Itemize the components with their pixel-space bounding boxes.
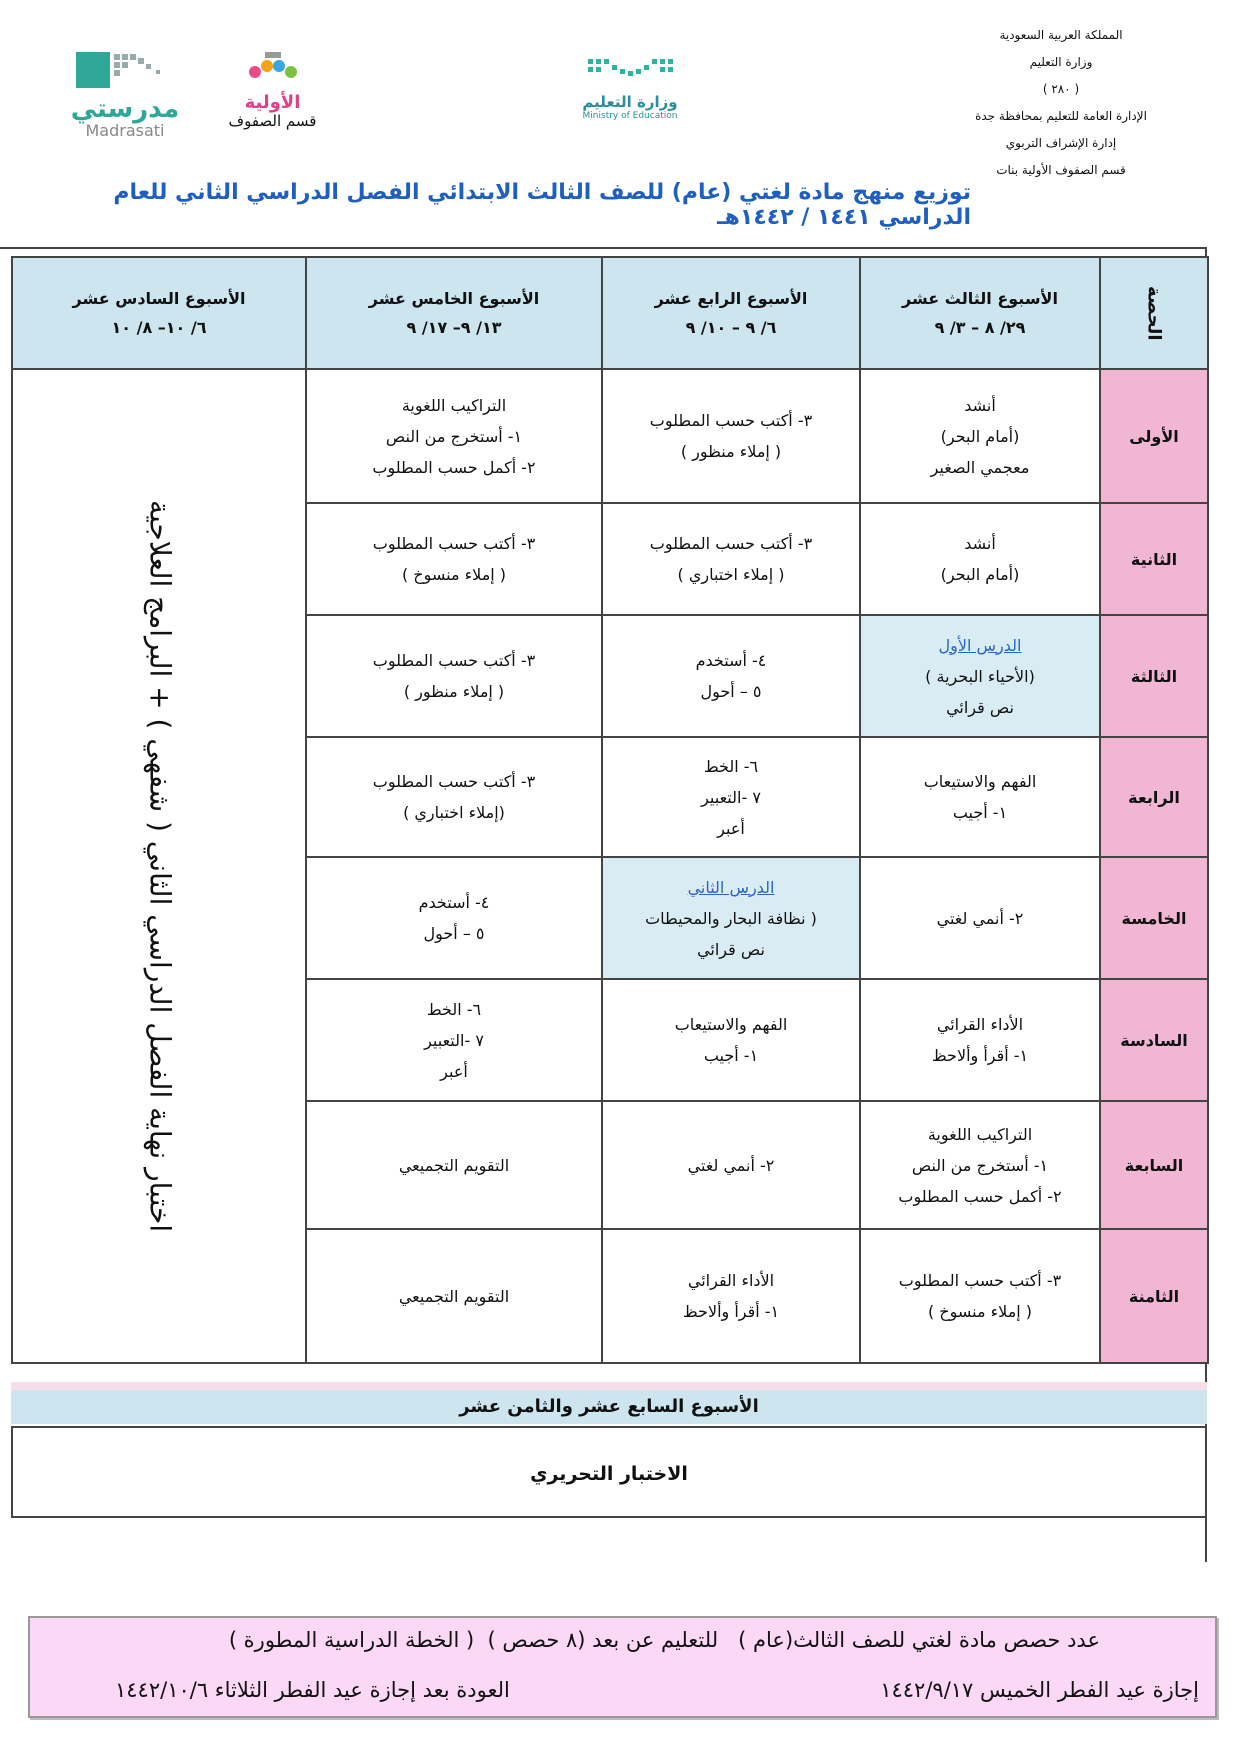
ministry-line: قسم الصفوف الأولية بنات — [996, 163, 1126, 177]
week-cell-w13 — [860, 369, 1100, 503]
week-cell-w13 — [860, 615, 1100, 737]
ministry-logo-ar: وزارة التعليم — [582, 93, 678, 111]
week-16-exam-cell — [12, 369, 306, 1363]
lesson-title: الدرس الثاني — [687, 877, 775, 897]
madrasati-ar: مدرستي — [70, 94, 180, 124]
week-cell-w14 — [602, 979, 860, 1101]
week-cell-w14 — [602, 1101, 860, 1229]
cell-text: ٣- أكتب حسب المطلوب — [372, 772, 536, 791]
cell-text: ( إملاء اختباري ) — [677, 565, 785, 584]
week-14-header: الأسبوع الرابع عشر ٦/ ٩ – ١٠/ ٩ — [602, 257, 860, 369]
week-cell-w13 — [860, 737, 1100, 857]
primary-logo-text: الأولية — [244, 92, 301, 113]
cell-text: نص قرائي — [946, 697, 1014, 717]
period-cell: السابعة — [1100, 1101, 1208, 1229]
cell-text: (الأحياء البحرية ) — [925, 666, 1035, 686]
period-cell: الثالثة — [1100, 615, 1208, 737]
cell-text: ( إملاء منسوخ ) — [401, 565, 507, 584]
lesson-title: الدرس الأول — [938, 635, 1022, 655]
written-exam-box — [11, 1426, 1207, 1518]
week-cell-w13 — [860, 1229, 1100, 1363]
cell-text: ٤- أستخدم — [695, 651, 767, 670]
cell-text: ٤- أستخدم — [418, 893, 490, 912]
ministry-line: إدارة الإشراف التربوي — [1005, 136, 1117, 150]
cell-text: ١- أجيب — [703, 1046, 759, 1065]
cell-text: ٢- أنمي لغتي — [687, 1155, 775, 1175]
week-cell-w13 — [860, 857, 1100, 979]
cell-text: أنشد — [964, 534, 996, 553]
cell-text: الأداء القرائي — [687, 1271, 775, 1290]
cell-text: ٥ – أحول — [423, 924, 485, 943]
week-cell-w15 — [306, 979, 602, 1101]
cell-text: ٥ – أحول — [700, 682, 762, 701]
cell-text: ٣- أكتب حسب المطلوب — [649, 411, 813, 430]
ministry-line: الإدارة العامة للتعليم بمحافظة جدة — [975, 109, 1147, 123]
week-cell-w15 — [306, 503, 602, 615]
cell-text: ( إملاء منسوخ ) — [927, 1302, 1033, 1321]
ministry-logo-en: Ministry of Education — [582, 111, 678, 121]
cell-text: ٧ -التعبير — [424, 1030, 484, 1050]
footer-return: العودة بعد إجازة عيد الفطر الثلاثاء ١٤٤٢/١٠/٦ — [115, 1678, 510, 1702]
period-header: الحصة — [1100, 257, 1208, 369]
cell-text: ٣- أكتب حسب المطلوب — [898, 1271, 1062, 1290]
footer-info-box — [28, 1616, 1217, 1718]
table-row — [12, 369, 1208, 503]
cell-text: أعبر — [717, 818, 745, 838]
week-cell-w14 — [602, 737, 860, 857]
cell-text: الأداء القرائي — [936, 1015, 1024, 1034]
cell-text: (أمام البحر) — [940, 426, 1020, 446]
cell-text: أعبر — [440, 1061, 468, 1081]
week-cell-w15 — [306, 369, 602, 503]
madrasati-en: Madrasati — [85, 121, 165, 140]
period-cell: الخامسة — [1100, 857, 1208, 979]
ministry-info — [941, 22, 1181, 184]
cell-text: ١- أستخرج من النص — [911, 1155, 1049, 1175]
cell-text: الفهم والاستيعاب — [923, 772, 1037, 791]
period-cell: الرابعة — [1100, 737, 1208, 857]
ministry-line: المملكة العربية السعودية — [999, 28, 1123, 42]
cell-text: التقويم التجميعي — [398, 1286, 510, 1306]
written-exam-label: الاختبار التحريري — [530, 1463, 688, 1485]
cell-text: ( إملاء منظور ) — [680, 442, 782, 461]
cell-text: التقويم التجميعي — [398, 1155, 510, 1175]
primary-logo-sub: قسم الصفوف — [228, 112, 317, 130]
ministry-logo — [555, 55, 705, 121]
period-cell: الثانية — [1100, 503, 1208, 615]
week-cell-w14 — [602, 857, 860, 979]
cell-text: الفهم والاستيعاب — [674, 1015, 788, 1034]
ministry-line: وزارة التعليم — [1029, 55, 1093, 69]
week-16-header: الأسبوع السادس عشر ٦/ ١٠– ٨/ ١٠ — [12, 257, 306, 369]
cell-text: ٢- أنمي لغتي — [936, 908, 1024, 928]
cell-text: ٧ -التعبير — [701, 787, 761, 807]
cell-text: (أمام البحر) — [940, 565, 1020, 584]
cell-text: ١- أقرأ وألاحظ — [682, 1302, 780, 1321]
period-cell: السادسة — [1100, 979, 1208, 1101]
cell-text: أنشد — [964, 395, 996, 415]
cell-text: نص قرائي — [697, 939, 765, 959]
week-cell-w15 — [306, 615, 602, 737]
week-cell-w15 — [306, 857, 602, 979]
cell-text: ٢- أكمل حسب المطلوب — [898, 1186, 1062, 1206]
week-cell-w14 — [602, 503, 860, 615]
week-cell-w15 — [306, 1229, 602, 1363]
primary-grades-logo — [215, 50, 330, 130]
week-cell-w14 — [602, 615, 860, 737]
madrasati-logo — [60, 48, 190, 140]
footer-line-1: عدد حصص مادة لغتي للصف الثالث(عام ) للتعليم عن بعد (٨ حصص ) ( الخطة الدراسية المطورة ) — [228, 1628, 1100, 1652]
weeks-17-18-band — [11, 1382, 1207, 1424]
week-13-header: الأسبوع الثالث عشر ٢٩/ ٨ – ٣/ ٩ — [860, 257, 1100, 369]
week-cell-w15 — [306, 1101, 602, 1229]
cell-text: ٦- الخط — [703, 756, 759, 776]
curriculum-table — [11, 256, 1209, 1364]
cell-text: ( إملاء منظور ) — [403, 682, 505, 701]
week-15-header: الأسبوع الخامس عشر ١٣/ ٩– ١٧/ ٩ — [306, 257, 602, 369]
cell-text: ٣- أكتب حسب المطلوب — [649, 534, 813, 553]
cell-text: ٢- أكمل حسب المطلوب — [372, 457, 536, 477]
week-cell-w13 — [860, 1101, 1100, 1229]
cell-text: التراكيب اللغوية — [927, 1124, 1033, 1144]
ministry-line: ( ٢٨٠ ) — [1042, 82, 1080, 96]
period-cell: الأولى — [1100, 369, 1208, 503]
cell-text: معجمي الصغير — [930, 457, 1030, 477]
cell-text: التراكيب اللغوية — [401, 395, 507, 415]
ministry-dots-icon — [580, 55, 680, 89]
cell-text: (إملاء اختباري ) — [403, 803, 505, 822]
week-cell-w13 — [860, 979, 1100, 1101]
week-cell-w14 — [602, 369, 860, 503]
weeks-17-18-label: الأسبوع السابع عشر والثامن عشر — [459, 1396, 759, 1417]
table-header-row — [12, 257, 1208, 369]
children-icon — [243, 50, 303, 90]
cell-text: ١- أقرأ وألاحظ — [931, 1046, 1029, 1065]
cell-text: ١- أجيب — [952, 803, 1008, 822]
period-cell: الثامنة — [1100, 1229, 1208, 1363]
oral-exam-text: اختبار نهاية الفصل الدراسي الثاني ( شفهي ) + البرامج العلاجية — [143, 499, 177, 1233]
week-cell-w13 — [860, 503, 1100, 615]
footer-holiday: إجازة عيد الفطر الخميس ١٤٤٢/٩/١٧ — [880, 1678, 1199, 1702]
week-cell-w15 — [306, 737, 602, 857]
cell-text: ١- أستخرج من النص — [385, 426, 523, 446]
madrasati-icon — [70, 48, 180, 92]
cell-text: ٣- أكتب حسب المطلوب — [372, 534, 536, 553]
week-cell-w14 — [602, 1229, 860, 1363]
cell-text: ٦- الخط — [426, 999, 482, 1019]
page-title: توزيع منهج مادة لغتي (عام) للصف الثالث الابتدائي الفصل الدراسي الثاني للعام الدراسي ١٤٤١ / ١٤٤٢هـ — [113, 180, 971, 230]
cell-text: ( نظافة البحار والمحيطات — [645, 908, 817, 928]
cell-text: ٣- أكتب حسب المطلوب — [372, 651, 536, 670]
frame-top-line — [0, 247, 1207, 249]
